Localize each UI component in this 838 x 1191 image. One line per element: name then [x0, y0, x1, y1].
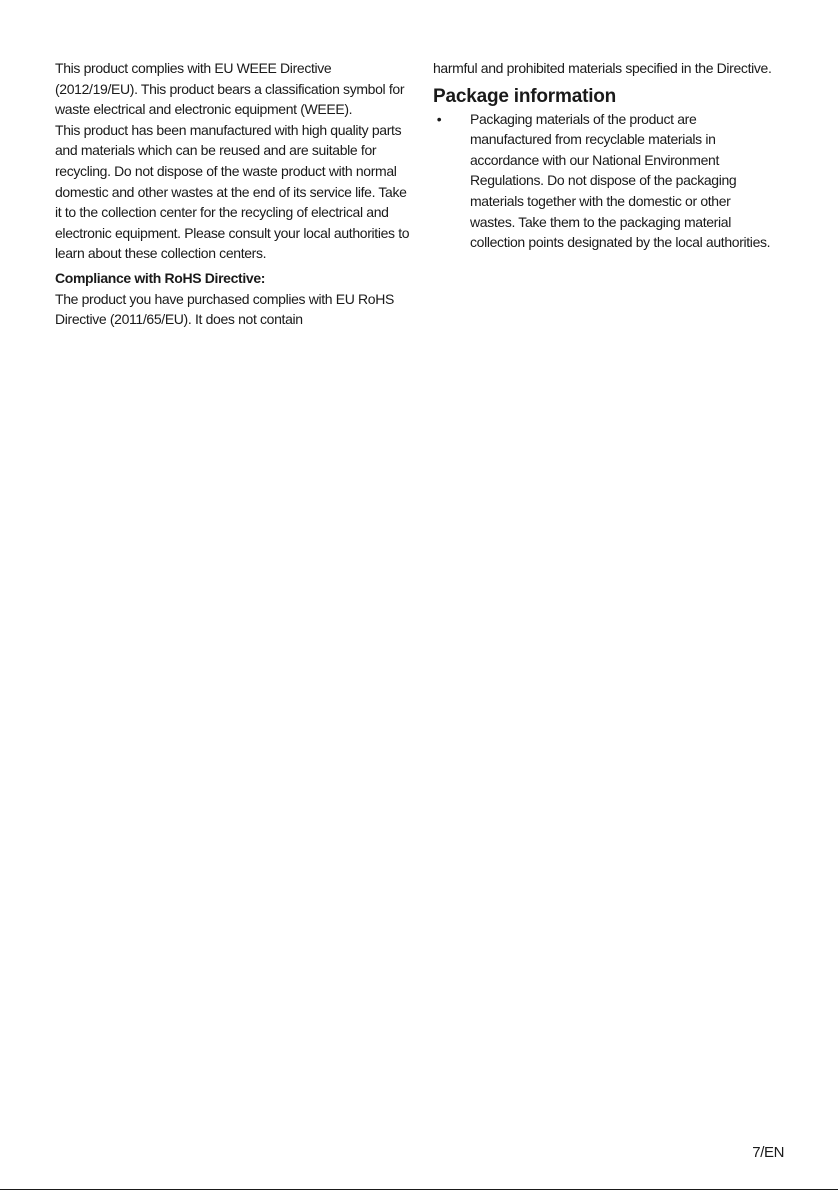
- bottom-divider: [0, 1189, 838, 1190]
- bullet-icon: •: [436, 110, 442, 127]
- left-column: [55, 58, 415, 330]
- recycling-paragraph: This product has been manufactured with high quality parts and materials which can be reused and are suitable for recycling. Do not dispose of the waste product with normal domestic and other wastes at the end of its service life. Take it to the collection center for the recycling of electrical and electronic equipment. Please consult your local authorities to learn about these collection centers.: [55, 121, 410, 262]
- package-bullet-text: Packaging materials of the product are manufactured from recyclable materials in accordance with our National Environment Regulations. Do not dispose of the packaging materials together with the domestic or other wastes. Take them to the packaging material collection points designated by the local authorities.: [470, 110, 771, 251]
- rohs-heading: Compliance with RoHS Directive:: [55, 269, 266, 286]
- rohs-continuation: harmful and prohibited materials specified in the Directive.: [433, 60, 772, 76]
- package-bullet-item: [433, 109, 773, 253]
- weee-paragraph: This product complies with EU WEEE Directive (2012/19/EU). This product bears a classification symbol for waste electrical and electronic equipment (WEEE).: [55, 60, 405, 118]
- package-information-title: Package information: [433, 85, 617, 107]
- right-column: [433, 58, 773, 253]
- rohs-paragraph: The product you have purchased complies with EU RoHS Directive (2011/65/EU). It does not contain: [55, 290, 394, 328]
- page-number: 7/EN: [752, 1144, 784, 1161]
- package-bullet-list: [433, 109, 773, 253]
